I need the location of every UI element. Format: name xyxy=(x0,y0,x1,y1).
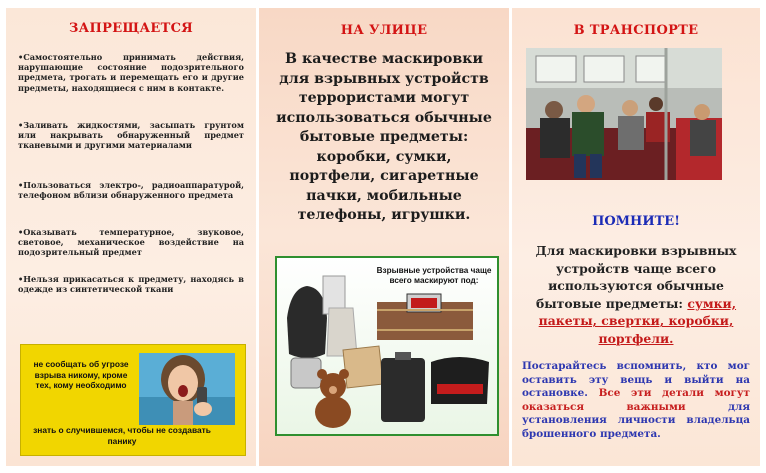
panel-title-street: НА УЛИЦЕ xyxy=(340,23,428,38)
transport-advice xyxy=(522,360,750,442)
disguised-devices-image xyxy=(275,256,499,436)
panel-street xyxy=(259,8,509,466)
shouting-woman-photo xyxy=(139,353,235,425)
transport-items-list: сумки, пакеты, свертки, коробки, портфели. xyxy=(538,295,737,346)
devices-illustration xyxy=(277,258,497,434)
forbidden-item-1: •Самостоятельно принимать действия, нарушающие состояние подозрительного предмета, трогать и перемещать его и другие предметы, находящиеся с ним в контакте. xyxy=(18,52,244,93)
remember-heading: ПОМНИТЕ! xyxy=(592,214,680,229)
panel-transport xyxy=(512,8,760,466)
advice-part-3: для установления личности владельца брошенного предмета. xyxy=(522,400,750,440)
advice-part-2: Все эти детали могут оказаться важными xyxy=(522,387,750,413)
warning-text-2: знать о случившемся, чтобы не создавать панику xyxy=(33,425,211,446)
train-passengers-photo xyxy=(526,48,722,180)
devices-caption: Взрывные устройства чаще всего маскируют под: xyxy=(376,266,492,285)
warning-box xyxy=(20,344,246,456)
panel-title-forbidden: ЗАПРЕЩАЕТСЯ xyxy=(68,21,193,36)
warning-text-1: не сообщать об угрозе взрыва никому, кроме тех, кому необходимо xyxy=(33,359,129,391)
forbidden-item-4: •Оказывать температурное, звуковое, световое, механическое воздействие на подозрительный предмет xyxy=(18,227,244,258)
transport-warning xyxy=(522,242,750,348)
transport-warning-text: Для маскировки взрывных устройств чаще всего используются обычные бытовые предметы: xyxy=(535,243,737,311)
street-paragraph: В качестве маскировки для взрывных устройств террористами могут использоваться обычные бытовые предметы: коробки, сумки, портфели, сигаретные пачки, мобильные телефоны, игрушки. xyxy=(276,51,492,223)
advice-part-1: Постарайтесь вспомнить, кто мог оставить эту вещь и выйти на остановке. xyxy=(522,360,750,400)
panel-title-transport: В ТРАНСПОРТЕ xyxy=(573,23,699,38)
panel-forbidden xyxy=(6,8,256,466)
forbidden-item-5: •Нельзя прикасаться к предмету, находясь в одежде из синтетической ткани xyxy=(18,274,244,295)
forbidden-item-2: •Заливать жидкостями, засыпать грунтом или накрывать обнаруженный предмет тканевыми и другими материалами xyxy=(18,120,244,151)
forbidden-item-3: •Пользоваться электро-, радиоаппаратурой, телефоном вблизи обнаруженного предмета xyxy=(18,180,244,201)
